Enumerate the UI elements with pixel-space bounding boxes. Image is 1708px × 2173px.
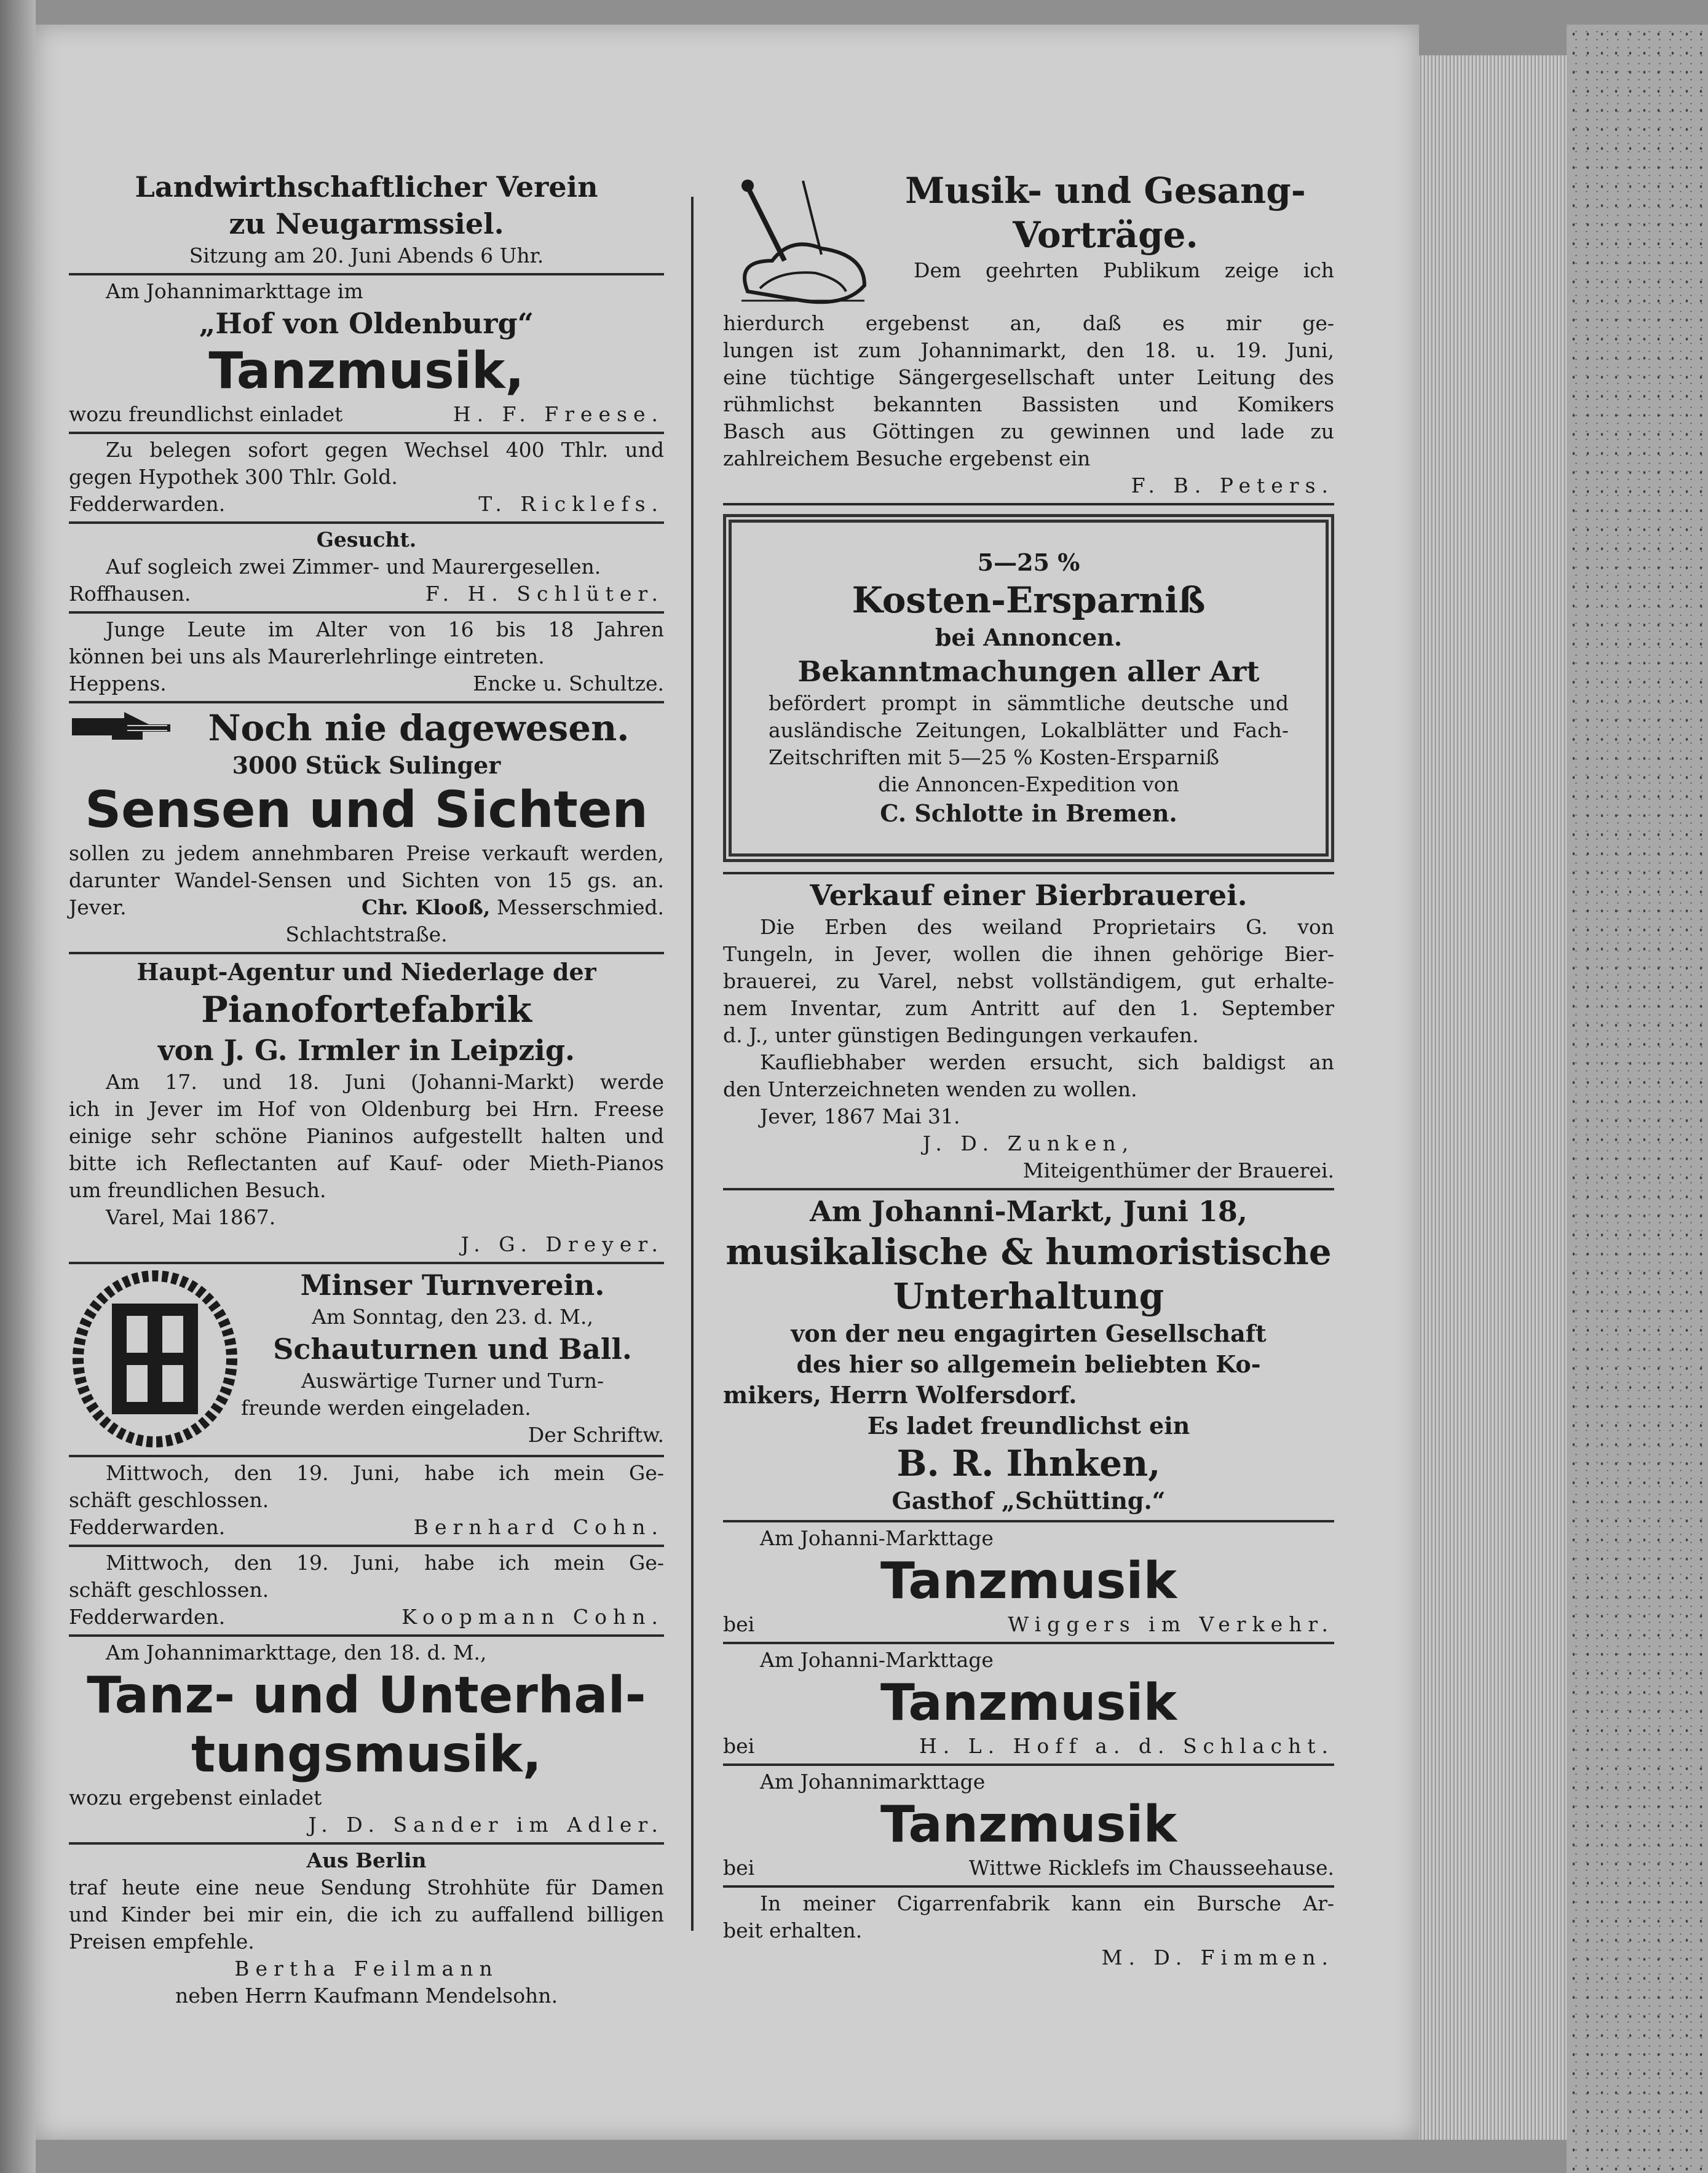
ad-text-large: Es ladet freundlichst ein	[867, 1412, 1190, 1439]
ad-text: freunde werden eingeladen.	[241, 1396, 531, 1420]
ad-signature-row	[723, 1733, 1334, 1760]
ad-text: wozu ergebenst einladet	[69, 1786, 322, 1810]
ad-title: Gesucht.	[316, 528, 417, 552]
ad-text: Am Johannimarkttage, den 18. d. M.,	[106, 1641, 487, 1664]
ad-signer: J. D. Sander im Adler.	[308, 1813, 664, 1837]
pointing-hand-icon	[69, 706, 173, 749]
ad-landwirthschaftlicher-verein	[69, 166, 664, 275]
ad-place: Fedderwarden.	[69, 492, 226, 516]
ad-text: Preisen empfehle.	[69, 1930, 255, 1953]
ad-headline: tungsmusik,	[191, 1725, 542, 1784]
ad-signer-role: Gasthof „Schütting.“	[892, 1487, 1166, 1514]
ad-headline: Vorträge.	[1013, 214, 1198, 256]
ad-signer: Bertha Feilmann	[234, 1957, 499, 1981]
ad-humoristische-unterhaltung	[723, 1190, 1334, 1522]
ad-headline: Tanzmusik	[880, 1552, 1177, 1610]
ad-text: Mittwoch, den 19. Juni, habe ich mein Ge-	[106, 1461, 664, 1485]
ad-title: Landwirthschaftlicher Verein	[135, 170, 598, 204]
ad-title: Aus Berlin	[306, 1848, 427, 1872]
ad-text: Am 17. und 18. Juni (Johanni-Markt) werde	[106, 1070, 664, 1094]
ad-text: ich in Jever im Hof von Oldenburg bei Hrn. Freese	[69, 1097, 664, 1121]
ad-place: Heppens.	[69, 671, 167, 695]
ad-signer: J. D. Zunken,	[922, 1131, 1135, 1155]
violin-icon	[723, 168, 877, 310]
column-divider	[691, 197, 694, 1931]
book-cover	[1567, 25, 1708, 2173]
ad-text: Am Johannimarkttage im	[106, 279, 363, 303]
ad-signer: Wittwe Ricklefs im Chausseehause.	[968, 1856, 1334, 1880]
ad-signature-row	[69, 894, 664, 921]
ad-headline: Tanzmusik	[880, 1795, 1177, 1854]
ad-signature-row	[69, 1604, 664, 1631]
right-column	[723, 166, 1334, 1975]
ad-signature-row	[69, 1514, 664, 1541]
ad-headline: Pianofortefabrik	[201, 989, 532, 1031]
ad-text: befördert prompt in sämmtliche deutsche und	[769, 691, 1289, 715]
ad-headline: Kosten-Ersparniß	[852, 579, 1206, 621]
ad-subtitle: 3000 Stück Sulinger	[232, 751, 501, 779]
ad-text-large: mikers, Herrn Wolfersdorf.	[723, 1381, 1077, 1409]
ad-subtitle: bei Annoncen.	[935, 623, 1123, 651]
ad-text: die Annoncen-Expedition von	[878, 772, 1179, 796]
ad-text: darunter Wandel-Sensen und Sichten von 15 gs. an.	[69, 868, 664, 892]
ad-text: gegen Hypothek 300 Thlr. Gold.	[69, 465, 398, 489]
ad-text: zahlreichem Besuche ergebenst ein	[723, 446, 1091, 470]
ad-text: traf heute eine neue Sendung Strohhüte für Damen	[69, 1875, 664, 1899]
ad-signature-row	[723, 1611, 1334, 1638]
ad-headline: Unterhaltung	[893, 1275, 1164, 1317]
ad-date: Jever, 1867 Mai 31.	[760, 1104, 960, 1128]
ad-signer: Der Schriftw.	[528, 1423, 664, 1447]
left-column	[69, 166, 664, 2013]
ad-verkauf-bierbrauerei	[723, 874, 1334, 1190]
ad-text: Tungeln, in Jever, wollen die ihnen gehörige Bier-	[723, 942, 1334, 966]
ad-title: Bekanntmachungen aller Art	[797, 655, 1260, 688]
ad-text: um freundlichen Besuch.	[69, 1178, 326, 1202]
ad-signer: Wiggers im Verkehr.	[1008, 1612, 1334, 1636]
ad-tanz-und-unterhaltungsmusik	[69, 1637, 664, 1845]
ad-text: Am Sonntag, den 23. d. M.,	[312, 1305, 593, 1329]
ad-text: und Kinder bei mir ein, die ich zu auffallend billigen	[69, 1902, 664, 1926]
ad-signer-role: Messerschmied.	[496, 895, 664, 919]
ad-maurerlehrlinge	[69, 614, 664, 703]
ad-signer: B. R. Ihnken,	[896, 1443, 1161, 1484]
ad-text: Sitzung am 20. Juni Abends 6 Uhr.	[189, 243, 544, 267]
ad-text: Am Johanni-Markttage	[760, 1526, 994, 1550]
ad-text: ausländische Zeitungen, Lokalblätter und Fach-	[769, 718, 1289, 742]
ad-koopmann-cohn	[69, 1547, 664, 1637]
ad-signature-row	[69, 580, 664, 608]
turnverein-emblem-icon	[69, 1267, 241, 1451]
ad-body-with-emblem	[69, 1267, 664, 1451]
ad-headline-block	[877, 168, 1334, 284]
ad-text: Mittwoch, den 19. Juni, habe ich mein Ge-	[106, 1551, 664, 1575]
ad-signer: Bernhard Cohn.	[413, 1515, 664, 1539]
ad-text: Basch aus Göttingen zu gewinnen und lade zu	[723, 419, 1334, 443]
ad-venue: „Hof von Oldenburg“	[199, 307, 534, 340]
ad-signer: H. F. Freese.	[453, 402, 664, 426]
ad-headline: Schauturnen und Ball.	[273, 1332, 632, 1366]
ad-signer: Chr. Klooß,	[361, 895, 491, 919]
ad-text: In meiner Cigarrenfabrik kann ein Bursche Ar-	[760, 1891, 1334, 1915]
ad-sensen-und-sichten	[69, 703, 664, 954]
ad-headline-row	[69, 706, 664, 750]
ad-title: zu Neugarmssiel.	[229, 207, 504, 240]
ad-headline: musikalische & humoristische	[726, 1231, 1332, 1273]
ad-signature-row	[69, 401, 664, 428]
ad-text: bei	[723, 1734, 755, 1758]
ad-address: neben Herrn Kaufmann Mendelsohn.	[175, 1984, 558, 2008]
ad-text: brauerei, zu Varel, nebst vollständigem, gut erhalte-	[723, 969, 1334, 993]
ad-place: Fedderwarden.	[69, 1605, 226, 1629]
ad-text-large: des hier so allgemein beliebten Ko-	[796, 1350, 1261, 1378]
ad-headline: Tanzmusik,	[208, 342, 524, 400]
ad-hof-von-oldenburg	[69, 275, 664, 434]
ad-minser-turnverein	[69, 1264, 664, 1457]
ad-headline: Tanzmusik	[880, 1674, 1177, 1732]
ad-place: Fedderwarden.	[69, 1515, 226, 1539]
ad-place: Roffhausen.	[69, 582, 191, 606]
ad-tanzmusik-hoff	[723, 1644, 1334, 1766]
ad-tanzmusik-wiggers	[723, 1522, 1334, 1644]
ad-signer: M. D. Fimmen.	[1101, 1945, 1334, 1969]
ad-headline: Verkauf einer Bierbrauerei.	[810, 879, 1247, 912]
ad-percent: 5—25 %	[977, 548, 1080, 576]
ad-date: Varel, Mai 1867.	[106, 1205, 276, 1229]
ad-text: Am Johanni-Markttage	[760, 1648, 994, 1672]
ad-text: Kaufliebhaber werden ersucht, sich baldigst an	[760, 1050, 1334, 1074]
ad-title: Am Johanni-Markt, Juni 18,	[810, 1195, 1247, 1228]
ad-text: schäft geschlossen.	[69, 1488, 269, 1512]
ad-signature-row	[69, 491, 664, 518]
ad-text: Auswärtige Turner und Turn-	[301, 1369, 604, 1393]
ad-musik-und-gesang	[723, 166, 1334, 505]
ad-bernhard-cohn	[69, 1457, 664, 1547]
ad-cigarrenfabrik	[723, 1888, 1334, 1975]
ad-text: hierdurch ergebenst an, daß es mir ge-	[723, 311, 1334, 335]
ad-headline: Tanz- und Unterhal-	[87, 1666, 646, 1725]
ad-signer: T. Ricklefs.	[478, 492, 664, 516]
ad-text: sollen zu jedem annehmbaren Preise verkauft werden,	[69, 841, 664, 865]
ad-text: wozu freundlichst einladet	[69, 402, 343, 426]
ad-text: einige sehr schöne Pianinos aufgestellt halten und	[69, 1124, 664, 1148]
ad-text: rühmlichst bekannten Bassisten und Komikers	[723, 392, 1334, 416]
ad-title: von J. G. Irmler in Leipzig.	[157, 1034, 575, 1067]
ad-kosten-ersparniss	[723, 505, 1334, 874]
ad-headline: Sensen und Sichten	[85, 781, 648, 839]
ad-text: Am Johannimarkttage	[760, 1770, 986, 1794]
ad-headline: Noch nie dagewesen.	[208, 707, 630, 749]
ad-wechsel-hypothek	[69, 434, 664, 524]
ad-pianofortefabrik	[69, 954, 664, 1264]
ad-signer: C. Schlotte in Bremen.	[880, 799, 1177, 827]
ad-text: Junge Leute im Alter von 16 bis 18 Jahren	[106, 617, 664, 641]
book-page-edges	[1419, 55, 1567, 2140]
ornamental-frame	[723, 514, 1334, 862]
ad-text: Auf sogleich zwei Zimmer- und Maurergesellen.	[106, 555, 601, 579]
frame-content	[756, 541, 1301, 835]
ad-text: Die Erben des weiland Proprietairs G. von	[760, 915, 1334, 939]
ad-headline: Musik- und Gesang-	[905, 170, 1306, 212]
ad-signer: J. G. Dreyer.	[461, 1232, 664, 1256]
ad-signature-row	[69, 670, 664, 697]
ad-title: Minser Turnverein.	[300, 1269, 605, 1302]
ad-text: den Unterzeichneten wenden zu wollen.	[723, 1077, 1137, 1101]
ad-signer: F. B. Peters.	[1131, 473, 1334, 497]
ad-text: bitte ich Reflectanten auf Kauf- oder Mieth-Pianos	[69, 1151, 664, 1175]
ad-address: Schlachtstraße.	[285, 922, 448, 946]
ad-text: Zeitschriften mit 5—25 % Kosten-Ersparniß	[769, 745, 1219, 769]
ad-text: eine tüchtige Sängergesellschaft unter Leitung des	[723, 365, 1334, 389]
ad-signer: F. H. Schlüter.	[425, 582, 664, 606]
ad-text: lungen ist zum Johannimarkt, den 18. u. 19. Juni,	[723, 338, 1334, 362]
ad-aus-berlin	[69, 1845, 664, 2013]
ad-text: schäft geschlossen.	[69, 1578, 269, 1602]
ad-place: Jever.	[69, 895, 127, 919]
ad-body-with-emblem	[723, 168, 1334, 310]
ad-text: Zu belegen sofort gegen Wechsel 400 Thlr. und	[106, 438, 664, 462]
ad-gesucht	[69, 524, 664, 614]
ad-signer-role: Miteigenthümer der Brauerei.	[1022, 1158, 1334, 1182]
ad-signer: Encke u. Schultze.	[473, 671, 664, 695]
ad-text: können bei uns als Maurerlehrlinge eintreten.	[69, 644, 545, 668]
ad-text-large: von der neu engagirten Gesellschaft	[791, 1320, 1267, 1347]
ad-signature-row	[723, 1854, 1334, 1882]
ad-signer: H. L. Hoff a. d. Schlacht.	[919, 1734, 1334, 1758]
ad-tanzmusik-ricklefs	[723, 1766, 1334, 1888]
ad-text: d. J., unter günstigen Bedingungen verkaufen.	[723, 1023, 1199, 1047]
ad-body	[241, 1267, 664, 1449]
ad-signer: Koopmann Cohn.	[401, 1605, 664, 1629]
previous-page-edge	[0, 0, 36, 2173]
ad-text: beit erhalten.	[723, 1918, 863, 1942]
ad-text: nem Inventar, zum Antritt auf den 1. September	[723, 996, 1334, 1020]
ad-text: bei	[723, 1856, 755, 1880]
ad-title: Haupt-Agentur und Niederlage der	[136, 958, 596, 986]
ad-text: bei	[723, 1612, 755, 1636]
ad-text: Dem geehrten Publikum zeige ich	[914, 258, 1334, 282]
